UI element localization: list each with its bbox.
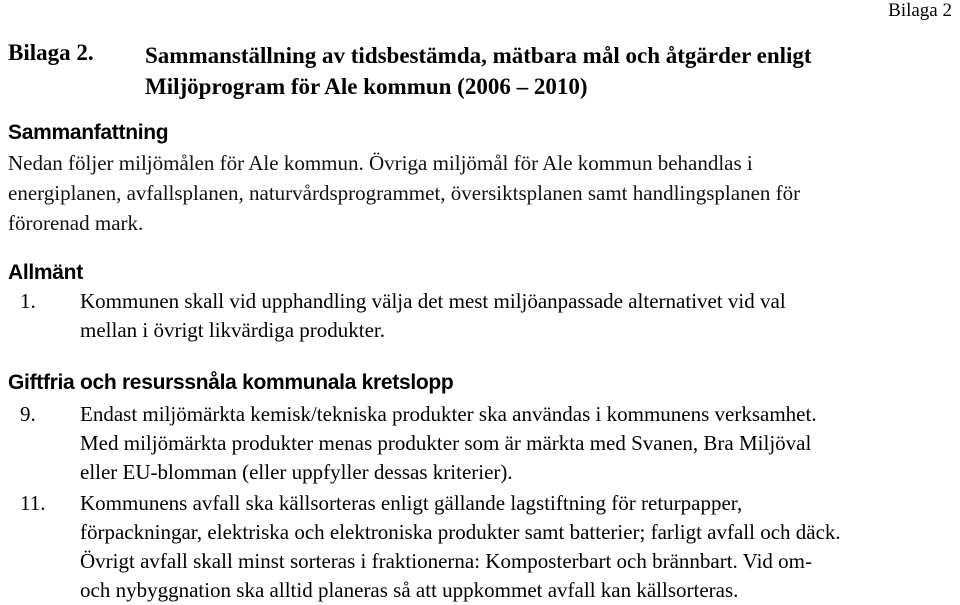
- goal-line: Kommunen skall vid upphandling välja det mest miljöanpassade alternativet vid val: [80, 289, 786, 313]
- goal-line: Endast miljömärkta kemisk/tekniska produkter ska användas i kommunens verksamhet.: [80, 402, 817, 426]
- goal-line: Med miljömärkta produkter menas produkter som är märkta med Svanen, Bra Miljöval: [80, 431, 812, 455]
- goal-line: mellan i övrigt likvärdiga produkter.: [80, 318, 386, 342]
- summary-line-3: förorenad mark.: [8, 211, 144, 235]
- appendix-label: Bilaga 2.: [8, 40, 94, 65]
- summary-line-2: energiplanen, avfallsplanen, naturvårdsprogrammet, översiktsplanen samt handlingsplanen för: [8, 181, 801, 205]
- document-title: [145, 40, 812, 102]
- summary-heading: Sammanfattning: [8, 121, 169, 144]
- goal-item-1: [8, 287, 958, 347]
- goal-line: förpackningar, elektriska och elektroniska produkter samt batterier; farligt avfall och däck.: [80, 520, 841, 544]
- document-title-line-1: Sammanställning av tidsbestämda, mätbara mål och åtgärder enligt: [145, 43, 812, 68]
- goal-line: och nybyggnation ska alltid planeras så att uppkommet avfall kan källsorteras.: [80, 578, 739, 602]
- document-title-line-2: Miljöprogram för Ale kommun (2006 – 2010): [145, 74, 588, 99]
- goal-item-9: [8, 400, 958, 490]
- summary-line-1: Nedan följer miljömålen för Ale kommun. Övriga miljömål för Ale kommun behandlas i: [8, 151, 753, 175]
- cycles-heading: Giftfria och resurssnåla kommunala kretslopp: [8, 371, 454, 394]
- goal-item-11: [8, 489, 958, 601]
- page-corner-label: Bilaga 2: [888, 0, 952, 21]
- goal-line: eller EU-blomman (eller uppfyller dessas kriterier).: [80, 460, 513, 484]
- summary-paragraph: [8, 148, 800, 238]
- general-heading: Allmänt: [8, 261, 83, 284]
- goal-number: 9.: [20, 402, 36, 426]
- goal-number: 1.: [20, 289, 36, 313]
- goal-line: Övrigt avfall skall minst sorteras i fraktionerna: Komposterbart och brännbart. Vid om-: [80, 549, 812, 573]
- goal-line: Kommunens avfall ska källsorteras enligt gällande lagstiftning för returpapper,: [80, 491, 743, 515]
- goal-number: 11.: [20, 491, 46, 515]
